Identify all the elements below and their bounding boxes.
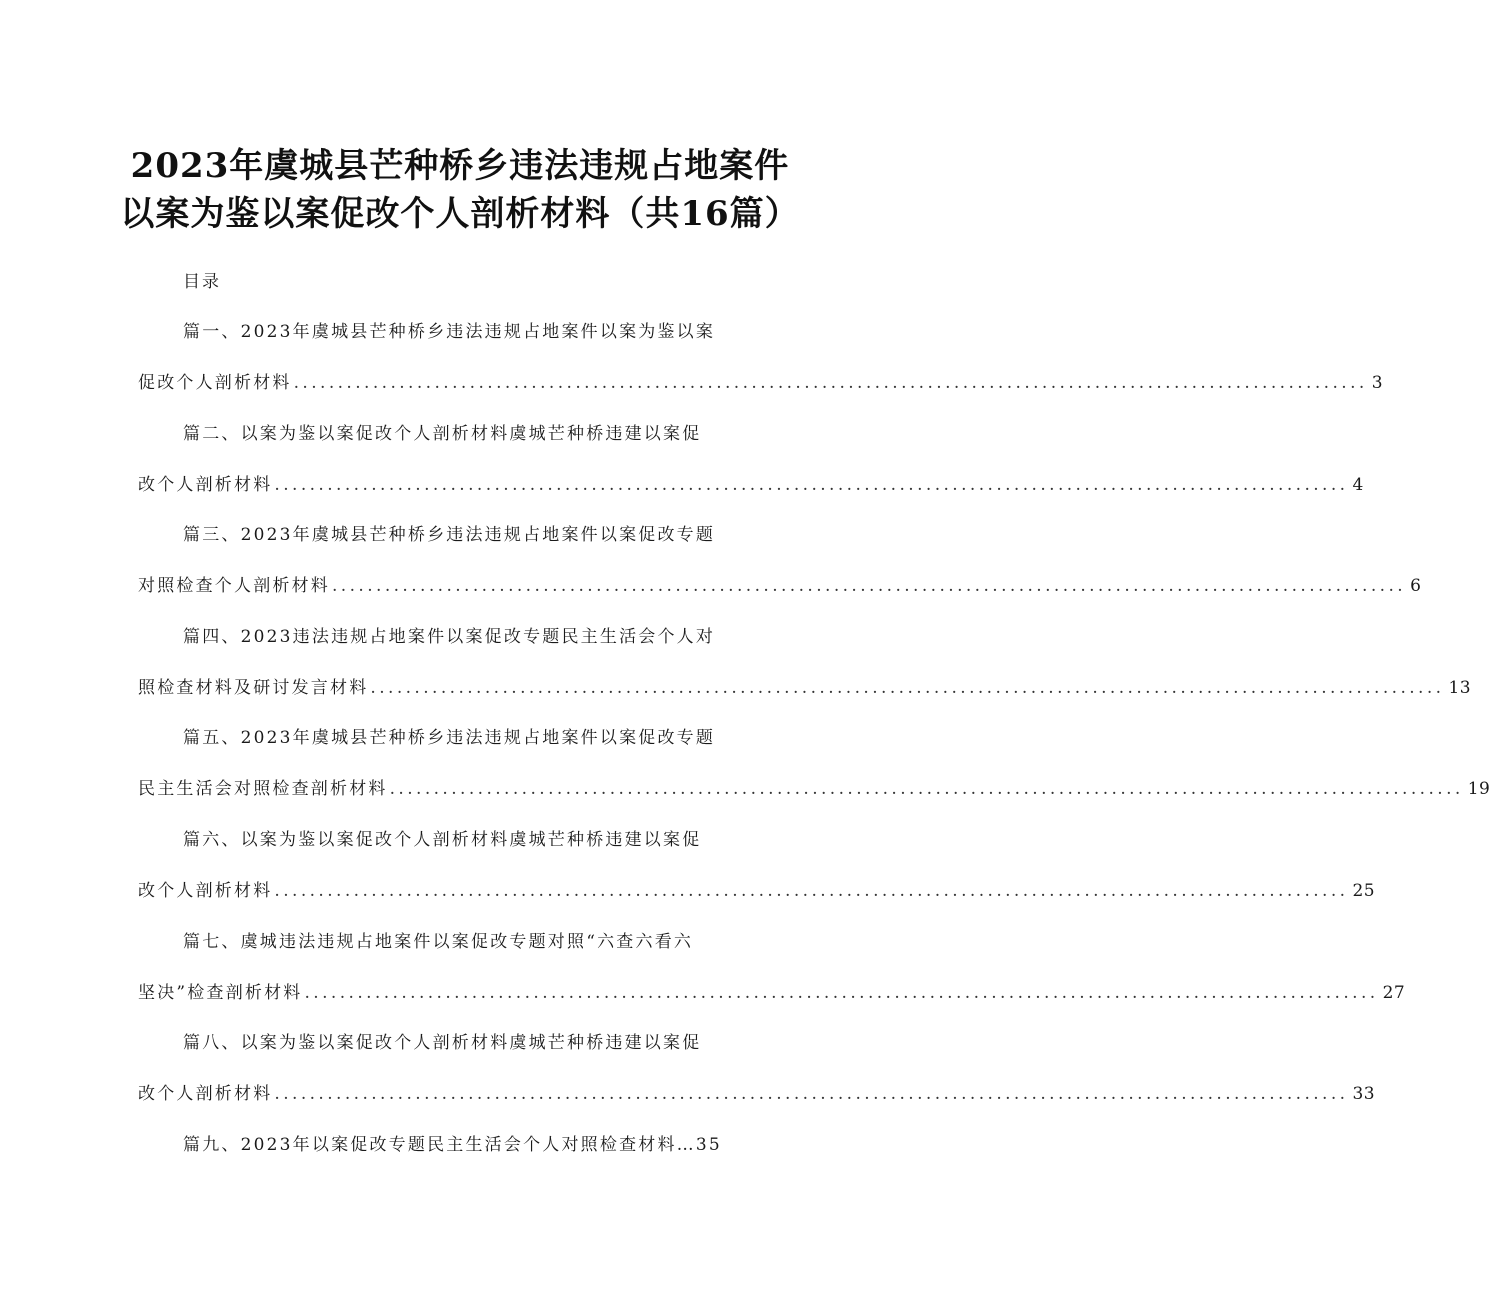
toc-entry-text: 照检查材料及研讨发言材料 bbox=[138, 678, 369, 698]
toc-page-number: 27 bbox=[1382, 983, 1406, 1003]
toc-entry-text: 改个人剖析材料 bbox=[138, 881, 273, 901]
toc-leader-dots: .......................................................................................................................... bbox=[274, 881, 1349, 901]
toc-entry-8-line-1: 篇八、以案为鉴以案促改个人剖析材料虞城芒种桥违建以案促 bbox=[183, 1033, 702, 1053]
toc-entry-4-line-2 bbox=[138, 673, 1472, 698]
document-title-line-2: 以案为鉴以案促改个人剖析材料（共16篇） bbox=[120, 194, 800, 234]
toc-entry-7-line-1: 篇七、虞城违法违规占地案件以案促改专题对照“六查六看六 bbox=[183, 932, 694, 952]
toc-leader-dots: .......................................................................................................................... bbox=[274, 1084, 1349, 1104]
document-title-line-1: 2023年虞城县芒种桥乡违法违规占地案件 bbox=[130, 146, 790, 186]
toc-entry-8-line-2 bbox=[138, 1079, 1376, 1104]
toc-entry-2-line-2 bbox=[138, 470, 1364, 495]
toc-leader-dots: .......................................................................................................................... bbox=[389, 779, 1464, 799]
toc-page-number: 13 bbox=[1448, 678, 1472, 698]
toc-leader-dots: .......................................................................................................................... bbox=[370, 678, 1445, 698]
toc-entry-text: 改个人剖析材料 bbox=[138, 1084, 273, 1104]
toc-entry-5-line-1: 篇五、2023年虞城县芒种桥乡违法违规占地案件以案促改专题 bbox=[183, 728, 716, 748]
toc-entry-6-line-1: 篇六、以案为鉴以案促改个人剖析材料虞城芒种桥违建以案促 bbox=[183, 830, 702, 850]
toc-entry-6-line-2 bbox=[138, 876, 1376, 901]
toc-page-number: 3 bbox=[1371, 373, 1384, 393]
toc-entry-7-line-2 bbox=[138, 978, 1406, 1003]
toc-entry-text: 民主生活会对照检查剖析材料 bbox=[138, 779, 388, 799]
toc-leader-dots: .......................................................................................................................... bbox=[293, 373, 1368, 393]
toc-entry-text: 坚决”检查剖析材料 bbox=[138, 983, 303, 1003]
toc-leader-dots: .......................................................................................................................... bbox=[332, 576, 1407, 596]
toc-entry-9-line-1: 篇九、2023年以案促改专题民主生活会个人对照检查材料…35 bbox=[183, 1135, 722, 1155]
toc-entry-text: 促改个人剖析材料 bbox=[138, 373, 292, 393]
toc-entry-text: 改个人剖析材料 bbox=[138, 475, 273, 495]
toc-page-number: 25 bbox=[1352, 881, 1376, 901]
toc-entry-2-line-1: 篇二、以案为鉴以案促改个人剖析材料虞城芒种桥违建以案促 bbox=[183, 424, 702, 444]
toc-page-number: 33 bbox=[1352, 1084, 1376, 1104]
toc-entry-5-line-2 bbox=[138, 774, 1490, 799]
toc-entry-3-line-2 bbox=[138, 571, 1422, 596]
toc-leader-dots: .......................................................................................................................... bbox=[304, 983, 1379, 1003]
toc-entry-4-line-1: 篇四、2023违法违规占地案件以案促改专题民主生活会个人对 bbox=[183, 627, 716, 647]
toc-page-number: 4 bbox=[1352, 475, 1364, 495]
toc-heading: 目录 bbox=[183, 272, 221, 292]
toc-entry-1-line-1: 篇一、2023年虞城县芒种桥乡违法违规占地案件以案为鉴以案 bbox=[183, 322, 716, 342]
toc-page-number: 6 bbox=[1410, 576, 1422, 596]
toc-page-number: 19 bbox=[1467, 779, 1490, 799]
toc-entry-1-line-2 bbox=[138, 368, 1384, 393]
toc-entry-text: 对照检查个人剖析材料 bbox=[138, 576, 330, 596]
toc-leader-dots: .......................................................................................................................... bbox=[274, 475, 1349, 495]
toc-entry-3-line-1: 篇三、2023年虞城县芒种桥乡违法违规占地案件以案促改专题 bbox=[183, 525, 716, 545]
